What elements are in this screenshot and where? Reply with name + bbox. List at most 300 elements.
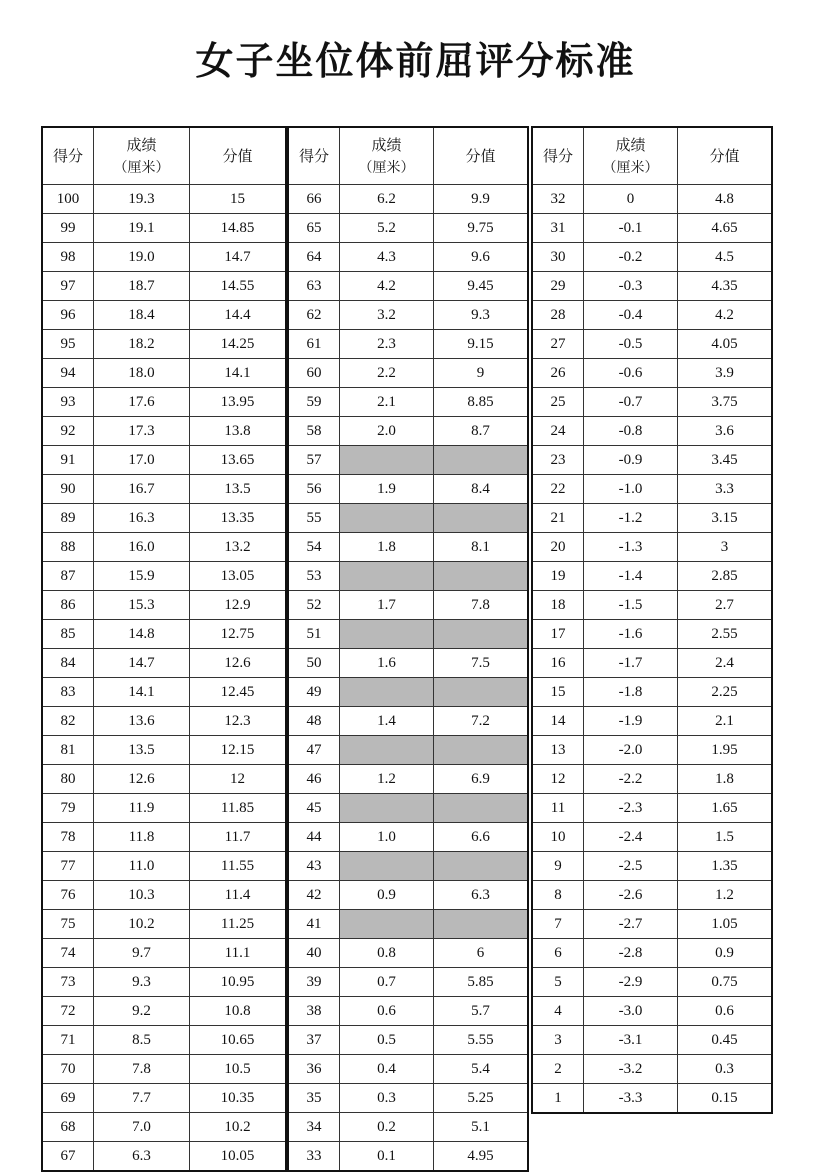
result-cell: 10.2 <box>94 910 190 939</box>
header-result-line2: （厘米） <box>113 159 170 176</box>
result-cell: 19.0 <box>94 243 190 272</box>
table-row <box>288 417 528 446</box>
table-header-row <box>288 127 528 185</box>
table-row <box>532 446 772 475</box>
value-cell: 8.1 <box>434 533 529 562</box>
result-cell: 12.6 <box>94 765 190 794</box>
table-row <box>288 968 528 997</box>
table-row <box>532 649 772 678</box>
result-cell <box>340 910 434 939</box>
score-cell: 97 <box>42 272 94 301</box>
score-cell: 88 <box>42 533 94 562</box>
score-cell: 34 <box>288 1113 340 1142</box>
value-cell: 14.4 <box>190 301 287 330</box>
result-cell: -1.5 <box>584 591 678 620</box>
table-row <box>42 214 286 243</box>
result-cell: -1.0 <box>584 475 678 504</box>
result-cell: 4.3 <box>340 243 434 272</box>
table-row <box>42 562 286 591</box>
score-table-2 <box>287 126 529 1172</box>
table-row <box>42 359 286 388</box>
value-cell: 2.4 <box>678 649 773 678</box>
table-row <box>42 794 286 823</box>
result-cell: 7.8 <box>94 1055 190 1084</box>
value-cell: 8.4 <box>434 475 529 504</box>
score-cell: 59 <box>288 388 340 417</box>
table-row <box>288 1055 528 1084</box>
value-cell: 11.1 <box>190 939 287 968</box>
result-cell: -1.9 <box>584 707 678 736</box>
value-cell: 5.25 <box>434 1084 529 1113</box>
result-cell: 0.7 <box>340 968 434 997</box>
table-header-row <box>42 127 286 185</box>
result-cell: 0.1 <box>340 1142 434 1172</box>
value-cell: 9.45 <box>434 272 529 301</box>
score-cell: 94 <box>42 359 94 388</box>
table-row <box>288 591 528 620</box>
score-cell: 18 <box>532 591 584 620</box>
value-cell: 0.45 <box>678 1026 773 1055</box>
value-cell: 13.2 <box>190 533 287 562</box>
result-cell: -2.6 <box>584 881 678 910</box>
result-cell: 18.2 <box>94 330 190 359</box>
table-row <box>532 1055 772 1084</box>
result-cell: -2.5 <box>584 852 678 881</box>
result-cell: 19.3 <box>94 185 190 214</box>
result-cell: 7.0 <box>94 1113 190 1142</box>
value-cell: 11.55 <box>190 852 287 881</box>
score-cell: 13 <box>532 736 584 765</box>
result-cell: 11.8 <box>94 823 190 852</box>
value-cell: 4.2 <box>678 301 773 330</box>
score-cell: 93 <box>42 388 94 417</box>
result-cell: 17.0 <box>94 446 190 475</box>
table-row <box>288 1084 528 1113</box>
score-cell: 95 <box>42 330 94 359</box>
table-row <box>42 910 286 939</box>
table-row <box>532 388 772 417</box>
value-cell: 2.55 <box>678 620 773 649</box>
result-cell: 18.0 <box>94 359 190 388</box>
value-cell: 12.6 <box>190 649 287 678</box>
score-cell: 25 <box>532 388 584 417</box>
result-cell: 1.2 <box>340 765 434 794</box>
score-cell: 60 <box>288 359 340 388</box>
header-result-line2: （厘米） <box>358 159 415 176</box>
result-cell: 13.5 <box>94 736 190 765</box>
table-row <box>42 185 286 214</box>
table-row <box>288 301 528 330</box>
score-cell: 73 <box>42 968 94 997</box>
result-cell <box>340 852 434 881</box>
value-cell: 9.15 <box>434 330 529 359</box>
result-cell: -3.0 <box>584 997 678 1026</box>
table-row <box>532 1084 772 1114</box>
value-cell: 1.5 <box>678 823 773 852</box>
table-row <box>288 272 528 301</box>
value-cell: 10.5 <box>190 1055 287 1084</box>
score-cell: 99 <box>42 214 94 243</box>
value-cell: 0.75 <box>678 968 773 997</box>
score-cell: 75 <box>42 910 94 939</box>
score-cell: 65 <box>288 214 340 243</box>
value-cell: 14.85 <box>190 214 287 243</box>
table-row <box>42 852 286 881</box>
value-cell: 14.55 <box>190 272 287 301</box>
score-cell: 61 <box>288 330 340 359</box>
score-cell: 70 <box>42 1055 94 1084</box>
result-cell: 1.4 <box>340 707 434 736</box>
value-cell: 6.3 <box>434 881 529 910</box>
table-row <box>42 504 286 533</box>
table-row <box>288 649 528 678</box>
score-cell: 51 <box>288 620 340 649</box>
value-cell: 9 <box>434 359 529 388</box>
table-row <box>42 417 286 446</box>
score-cell: 62 <box>288 301 340 330</box>
value-cell: 7.5 <box>434 649 529 678</box>
table-row <box>288 359 528 388</box>
table-row <box>288 794 528 823</box>
header-score: 得分 <box>532 127 584 185</box>
table-row <box>42 765 286 794</box>
result-cell: 14.1 <box>94 678 190 707</box>
value-cell: 14.7 <box>190 243 287 272</box>
score-cell: 89 <box>42 504 94 533</box>
result-cell: 5.2 <box>340 214 434 243</box>
score-cell: 33 <box>288 1142 340 1172</box>
value-cell <box>434 446 529 475</box>
result-cell: 15.3 <box>94 591 190 620</box>
value-cell: 10.65 <box>190 1026 287 1055</box>
value-cell: 8.7 <box>434 417 529 446</box>
score-cell: 48 <box>288 707 340 736</box>
table-row <box>532 997 772 1026</box>
result-cell: 2.0 <box>340 417 434 446</box>
result-cell: 0.8 <box>340 939 434 968</box>
table-header-row <box>532 127 772 185</box>
score-cell: 49 <box>288 678 340 707</box>
result-cell: 1.7 <box>340 591 434 620</box>
score-cell: 28 <box>532 301 584 330</box>
result-cell: 10.3 <box>94 881 190 910</box>
value-cell: 11.7 <box>190 823 287 852</box>
score-cell: 35 <box>288 1084 340 1113</box>
value-cell: 5.4 <box>434 1055 529 1084</box>
table-row <box>288 475 528 504</box>
value-cell: 10.8 <box>190 997 287 1026</box>
table-row <box>42 678 286 707</box>
table-row <box>532 475 772 504</box>
table-row <box>288 1113 528 1142</box>
result-cell: 7.7 <box>94 1084 190 1113</box>
score-cell: 91 <box>42 446 94 475</box>
table-row <box>288 910 528 939</box>
table-row <box>288 243 528 272</box>
result-cell: -0.4 <box>584 301 678 330</box>
score-cell: 47 <box>288 736 340 765</box>
result-cell: -2.0 <box>584 736 678 765</box>
table-row <box>42 1055 286 1084</box>
score-cell: 2 <box>532 1055 584 1084</box>
table-row <box>42 1142 286 1172</box>
header-result <box>94 127 190 185</box>
table-row <box>42 475 286 504</box>
result-cell: 0 <box>584 185 678 214</box>
table-row <box>42 649 286 678</box>
score-cell: 38 <box>288 997 340 1026</box>
result-cell: 1.8 <box>340 533 434 562</box>
value-cell: 13.05 <box>190 562 287 591</box>
value-cell <box>434 620 529 649</box>
value-cell: 14.25 <box>190 330 287 359</box>
table-row <box>532 620 772 649</box>
result-cell: -3.3 <box>584 1084 678 1114</box>
value-cell: 13.65 <box>190 446 287 475</box>
value-cell: 3.75 <box>678 388 773 417</box>
value-cell: 13.5 <box>190 475 287 504</box>
table-row <box>532 852 772 881</box>
value-cell: 9.6 <box>434 243 529 272</box>
score-cell: 86 <box>42 591 94 620</box>
result-cell: -0.3 <box>584 272 678 301</box>
header-result <box>340 127 434 185</box>
score-cell: 72 <box>42 997 94 1026</box>
result-cell: 16.7 <box>94 475 190 504</box>
score-cell: 8 <box>532 881 584 910</box>
result-cell <box>340 504 434 533</box>
score-cell: 15 <box>532 678 584 707</box>
score-cell: 46 <box>288 765 340 794</box>
table-row <box>532 910 772 939</box>
table-row <box>288 330 528 359</box>
result-cell <box>340 736 434 765</box>
score-cell: 41 <box>288 910 340 939</box>
value-cell: 1.95 <box>678 736 773 765</box>
value-cell: 6.6 <box>434 823 529 852</box>
table-row <box>42 1084 286 1113</box>
table-row <box>42 301 286 330</box>
score-cell: 30 <box>532 243 584 272</box>
result-cell: -1.6 <box>584 620 678 649</box>
result-cell: 0.3 <box>340 1084 434 1113</box>
value-cell: 13.95 <box>190 388 287 417</box>
score-cell: 9 <box>532 852 584 881</box>
table-row <box>288 997 528 1026</box>
score-cell: 5 <box>532 968 584 997</box>
value-cell: 5.7 <box>434 997 529 1026</box>
result-cell: 18.7 <box>94 272 190 301</box>
score-cell: 69 <box>42 1084 94 1113</box>
value-cell: 0.15 <box>678 1084 773 1114</box>
value-cell <box>434 910 529 939</box>
score-cell: 57 <box>288 446 340 475</box>
table-row <box>42 243 286 272</box>
result-cell: -0.9 <box>584 446 678 475</box>
value-cell <box>434 736 529 765</box>
score-cell: 71 <box>42 1026 94 1055</box>
header-result-line2: （厘米） <box>602 159 659 176</box>
result-cell <box>340 794 434 823</box>
value-cell <box>434 794 529 823</box>
table-row <box>288 1142 528 1172</box>
score-cell: 10 <box>532 823 584 852</box>
header-value: 分值 <box>190 127 287 185</box>
table-row <box>288 707 528 736</box>
value-cell: 12.15 <box>190 736 287 765</box>
value-cell: 0.9 <box>678 939 773 968</box>
result-cell: 2.1 <box>340 388 434 417</box>
result-cell: -2.7 <box>584 910 678 939</box>
score-cell: 43 <box>288 852 340 881</box>
result-cell: 11.0 <box>94 852 190 881</box>
value-cell: 1.8 <box>678 765 773 794</box>
result-cell: -1.7 <box>584 649 678 678</box>
result-cell: -2.9 <box>584 968 678 997</box>
value-cell: 13.35 <box>190 504 287 533</box>
table-row <box>42 823 286 852</box>
result-cell: 16.3 <box>94 504 190 533</box>
table-row <box>288 620 528 649</box>
table-row <box>532 330 772 359</box>
result-cell: 17.3 <box>94 417 190 446</box>
table-row <box>532 1026 772 1055</box>
table-row <box>42 1026 286 1055</box>
result-cell: 6.2 <box>340 185 434 214</box>
score-cell: 40 <box>288 939 340 968</box>
score-cell: 92 <box>42 417 94 446</box>
table-row <box>42 939 286 968</box>
score-cell: 50 <box>288 649 340 678</box>
score-cell: 27 <box>532 330 584 359</box>
table-row <box>532 359 772 388</box>
score-cell: 54 <box>288 533 340 562</box>
value-cell: 11.85 <box>190 794 287 823</box>
score-cell: 64 <box>288 243 340 272</box>
header-result-line1: 成绩 <box>126 135 157 154</box>
result-cell: 9.7 <box>94 939 190 968</box>
value-cell: 1.2 <box>678 881 773 910</box>
header-result-line1: 成绩 <box>615 135 646 154</box>
score-cell: 42 <box>288 881 340 910</box>
header-score: 得分 <box>42 127 94 185</box>
header-value: 分值 <box>434 127 529 185</box>
table-row <box>532 214 772 243</box>
value-cell: 12.9 <box>190 591 287 620</box>
value-cell: 2.85 <box>678 562 773 591</box>
value-cell: 12.45 <box>190 678 287 707</box>
result-cell: -1.4 <box>584 562 678 591</box>
value-cell <box>434 562 529 591</box>
value-cell: 4.05 <box>678 330 773 359</box>
value-cell: 8.85 <box>434 388 529 417</box>
score-cell: 24 <box>532 417 584 446</box>
table-row <box>42 997 286 1026</box>
table-row <box>42 330 286 359</box>
result-cell: -2.8 <box>584 939 678 968</box>
table-row <box>532 533 772 562</box>
value-cell: 2.25 <box>678 678 773 707</box>
table-row <box>532 939 772 968</box>
value-cell: 6 <box>434 939 529 968</box>
score-cell: 81 <box>42 736 94 765</box>
result-cell: -0.5 <box>584 330 678 359</box>
table-row <box>532 243 772 272</box>
table-row <box>532 823 772 852</box>
table-row <box>288 185 528 214</box>
score-cell: 67 <box>42 1142 94 1172</box>
score-cell: 32 <box>532 185 584 214</box>
result-cell: 17.6 <box>94 388 190 417</box>
table-row <box>532 417 772 446</box>
score-cell: 1 <box>532 1084 584 1114</box>
table-row <box>288 736 528 765</box>
table-row <box>288 504 528 533</box>
score-cell: 14 <box>532 707 584 736</box>
value-cell: 12 <box>190 765 287 794</box>
result-cell: -0.2 <box>584 243 678 272</box>
table-row <box>532 185 772 214</box>
value-cell: 1.35 <box>678 852 773 881</box>
table-row <box>42 272 286 301</box>
score-cell: 16 <box>532 649 584 678</box>
value-cell: 3.3 <box>678 475 773 504</box>
value-cell: 3.9 <box>678 359 773 388</box>
value-cell: 3 <box>678 533 773 562</box>
result-cell: 14.7 <box>94 649 190 678</box>
score-cell: 4 <box>532 997 584 1026</box>
score-cell: 82 <box>42 707 94 736</box>
score-table-1 <box>41 126 287 1172</box>
value-cell: 0.3 <box>678 1055 773 1084</box>
value-cell: 6.9 <box>434 765 529 794</box>
score-table-3 <box>531 126 773 1114</box>
table-row <box>288 1026 528 1055</box>
score-cell: 83 <box>42 678 94 707</box>
table-row <box>288 852 528 881</box>
result-cell: 2.2 <box>340 359 434 388</box>
value-cell: 11.4 <box>190 881 287 910</box>
score-cell: 6 <box>532 939 584 968</box>
result-cell: -1.3 <box>584 533 678 562</box>
value-cell: 0.6 <box>678 997 773 1026</box>
value-cell <box>434 678 529 707</box>
table-row <box>288 881 528 910</box>
score-cell: 78 <box>42 823 94 852</box>
result-cell: 1.9 <box>340 475 434 504</box>
value-cell: 11.25 <box>190 910 287 939</box>
score-cell: 3 <box>532 1026 584 1055</box>
table-row <box>532 504 772 533</box>
score-cell: 21 <box>532 504 584 533</box>
result-cell: 9.2 <box>94 997 190 1026</box>
value-cell: 13.8 <box>190 417 287 446</box>
result-cell <box>340 620 434 649</box>
result-cell: 13.6 <box>94 707 190 736</box>
score-cell: 52 <box>288 591 340 620</box>
table-row <box>42 620 286 649</box>
score-cell: 84 <box>42 649 94 678</box>
table-row <box>532 272 772 301</box>
value-cell: 4.5 <box>678 243 773 272</box>
table-row <box>532 736 772 765</box>
score-cell: 37 <box>288 1026 340 1055</box>
result-cell: 4.2 <box>340 272 434 301</box>
result-cell: -3.1 <box>584 1026 678 1055</box>
result-cell: 0.9 <box>340 881 434 910</box>
result-cell: 11.9 <box>94 794 190 823</box>
score-cell: 17 <box>532 620 584 649</box>
